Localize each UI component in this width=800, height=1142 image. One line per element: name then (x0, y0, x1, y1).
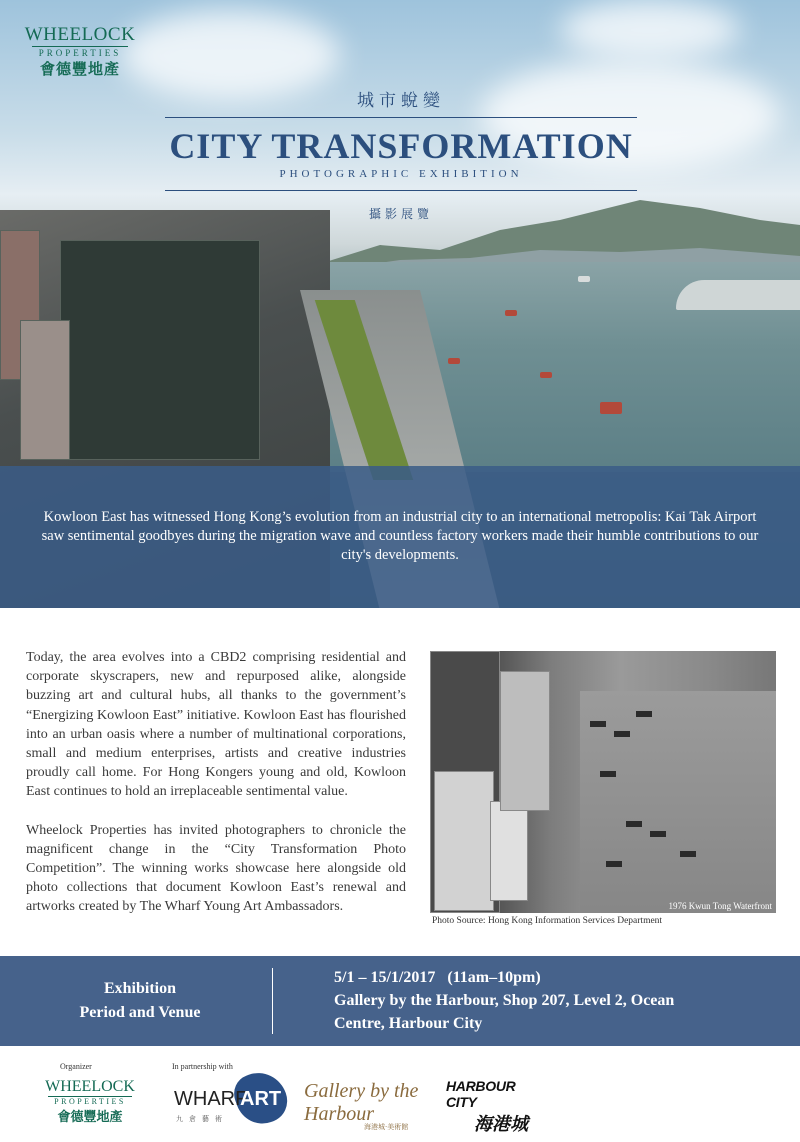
logo-name-en: WHEELOCK (24, 24, 136, 45)
photo-boat (680, 851, 696, 857)
photo-boat (636, 711, 652, 717)
exhibition-dates: 5/1 – 15/1/2017 (11am–10pm) (334, 969, 541, 986)
photo-boat (590, 721, 606, 727)
photo-boat (600, 771, 616, 777)
body-paragraph-1: Today, the area evolves into a CBD2 comprising residential and corporate skyscrapers, new and repurposed alike, alongside buzzing art and cultural hubs, all thanks to the government’s “Energizing Kowloon East” initiative. Kowloon East has flourished into an urban oasis where a number of multinational corporations, small and medium enterprises, artists and creative industries proudly call home. For Hong Kongers young and old, Kowloon East continues to hold an irreplaceable sentimental value. (26, 650, 406, 800)
boat (578, 276, 590, 282)
gallery-logo-text: Gallery by the Harbour (304, 1080, 419, 1125)
logo-name-zh: 會德豐地產 (39, 60, 120, 78)
harbour-city-logo (446, 1078, 546, 1135)
logo-name-sub: PROPERTIES (32, 46, 128, 58)
harbour-city-zh: 海港城 (474, 1114, 528, 1135)
gallery-by-the-harbour-logo (304, 1080, 434, 1130)
exhibition-venue-line2: Centre, Harbour City (334, 1015, 483, 1032)
title-zh: 城市蛻變 (357, 91, 445, 111)
organizer-name-zh: 會德豐地產 (57, 1110, 123, 1125)
glass-tower (60, 240, 260, 460)
photo-building (434, 771, 494, 911)
exhibition-band (0, 956, 800, 1046)
organizer-logo (40, 1078, 140, 1125)
page-title: CITY TRANSFORMATION (169, 126, 633, 166)
title-block (165, 86, 637, 222)
photo-boat (650, 831, 666, 837)
organizer-name-sub: PROPERTIES (48, 1096, 132, 1106)
subtitle-zh: 攝影展覽 (368, 207, 433, 221)
intro-text: Kowloon East has witnessed Hong Kong’s evolution from an industrial city to an international metropolis: Kai Tak Airport saw sentimental goodbyes during the migration wave and countless factory workers made their humble contributions to our city's developments. (41, 509, 759, 563)
historic-photo (430, 651, 776, 913)
exhibition-details (334, 966, 774, 1035)
exhibition-label (40, 977, 240, 1025)
gallery-logo-zh: 海港城·美術館 (364, 1123, 409, 1131)
wharf-art-zh: 九倉藝術 (176, 1115, 228, 1123)
subtitle-en: PHOTOGRAPHIC EXHIBITION (279, 168, 523, 180)
wharf-art-art: ART (240, 1088, 282, 1110)
exhibition-venue-line1: Gallery by the Harbour, Shop 207, Level 2, Ocean (334, 992, 675, 1009)
organizer-label: Organizer (60, 1062, 92, 1071)
footer (0, 1046, 800, 1142)
boat (448, 358, 460, 364)
photo-building (490, 801, 528, 901)
photo-water (580, 691, 776, 913)
photo-source: Photo Source: Hong Kong Information Services Department (432, 916, 663, 926)
cloud (560, 0, 740, 60)
boat (600, 402, 622, 414)
divider (272, 968, 273, 1034)
wheelock-logo (22, 24, 138, 79)
body-text (26, 648, 406, 917)
wharf-art-logo (172, 1072, 290, 1134)
photo-boat (606, 861, 622, 867)
title-rule-bottom (165, 190, 637, 191)
organizer-name-en: WHEELOCK (45, 1078, 135, 1095)
photo-building (500, 671, 550, 811)
photo-caption: 1976 Kwun Tong Waterfront (668, 901, 772, 911)
wharf-art-word: WHARF (174, 1088, 248, 1110)
boat (540, 372, 552, 378)
boat (505, 310, 517, 316)
building (20, 320, 70, 460)
photo-boat (614, 731, 630, 737)
cruise-terminal (676, 280, 800, 310)
title-rule-top (165, 117, 637, 118)
partnership-label: In partnership with (172, 1062, 233, 1071)
exhibition-label-line1: Exhibition (103, 980, 177, 997)
exhibition-label-line2: Period and Venue (79, 1004, 201, 1021)
photo-boat (626, 821, 642, 827)
body-paragraph-2: Wheelock Properties has invited photographers to chronicle the magnificent change in the “City Transformation Photo Competition”. The winning works showcase here alongside old photo collections that document Kowloon East’s renewal and artworks created by The Wharf Young Art Ambassadors. (26, 822, 406, 915)
harbour-city-en: HARBOUR CITY (446, 1078, 516, 1110)
